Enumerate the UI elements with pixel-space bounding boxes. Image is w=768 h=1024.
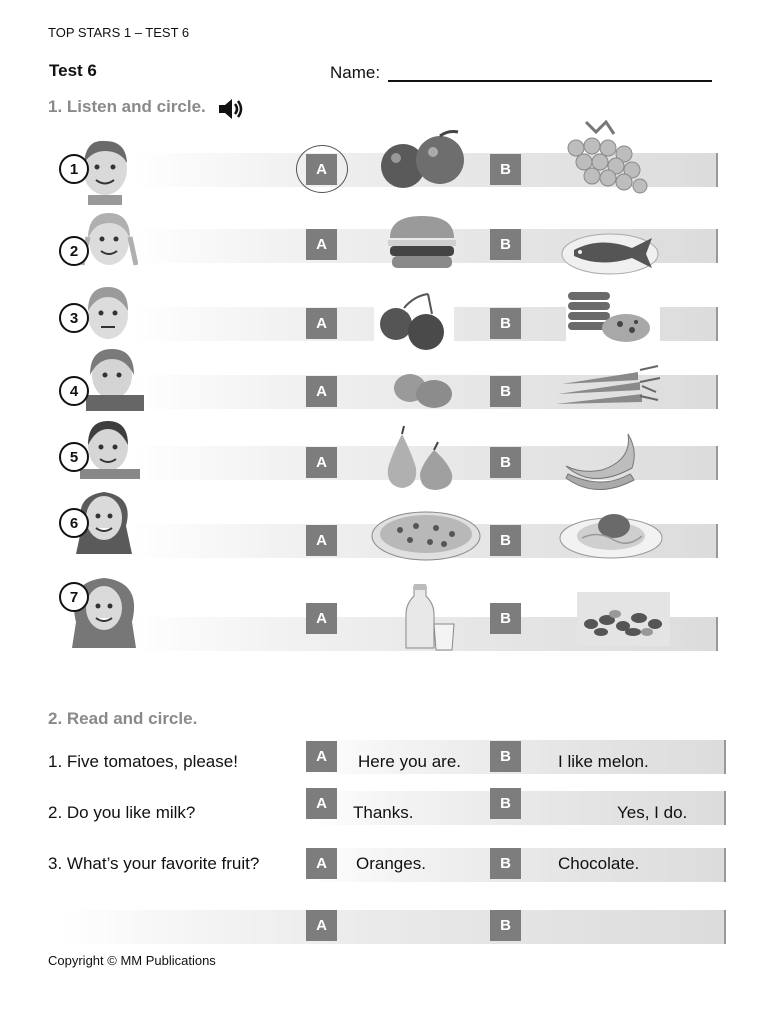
option-a-badge[interactable]: A bbox=[306, 308, 337, 339]
bananas-icon[interactable] bbox=[562, 430, 642, 498]
question-1: 1. Five tomatoes, please! bbox=[48, 752, 238, 771]
option-a-badge[interactable]: A bbox=[306, 910, 337, 941]
option-a-text[interactable]: Thanks. bbox=[353, 803, 414, 822]
option-a-badge[interactable]: A bbox=[306, 376, 337, 407]
item-number: 6 bbox=[59, 508, 89, 538]
answer-circle bbox=[296, 145, 348, 193]
item-number: 5 bbox=[59, 442, 89, 472]
pizza-icon[interactable] bbox=[370, 506, 482, 562]
page-header: TOP STARS 1 – TEST 6 bbox=[48, 25, 190, 40]
option-b-badge[interactable]: B bbox=[490, 525, 521, 556]
name-field[interactable] bbox=[388, 80, 712, 82]
eggs-icon[interactable] bbox=[388, 370, 458, 410]
speaker-icon[interactable] bbox=[216, 96, 246, 122]
option-b-badge[interactable]: B bbox=[490, 154, 521, 185]
test-title: Test 6 bbox=[49, 61, 97, 80]
option-a-badge[interactable]: A bbox=[306, 229, 337, 260]
girl-face-icon bbox=[80, 207, 138, 273]
option-a-badge[interactable]: A bbox=[306, 788, 337, 819]
option-b-badge[interactable]: B bbox=[490, 848, 521, 879]
option-b-badge[interactable]: B bbox=[490, 229, 521, 260]
option-a-badge[interactable]: A bbox=[306, 848, 337, 879]
question-3: 3. What’s your favorite fruit? bbox=[48, 854, 260, 873]
answer-band bbox=[60, 910, 726, 944]
item-number: 2 bbox=[59, 236, 89, 266]
girl-face-icon bbox=[82, 345, 144, 411]
section1-title: 1. Listen and circle. bbox=[48, 97, 206, 116]
option-a-text[interactable]: Here you are. bbox=[358, 752, 461, 771]
fish-icon[interactable] bbox=[560, 228, 660, 276]
name-label: Name: bbox=[330, 63, 381, 82]
grapes-icon[interactable] bbox=[556, 120, 656, 200]
option-b-badge[interactable]: B bbox=[490, 741, 521, 772]
option-a-badge[interactable]: A bbox=[306, 154, 337, 185]
burger-icon[interactable] bbox=[384, 212, 460, 272]
item-number: 1 bbox=[59, 154, 89, 184]
option-b-badge[interactable]: B bbox=[490, 603, 521, 634]
carrots-icon[interactable] bbox=[552, 364, 662, 412]
option-a-badge[interactable]: A bbox=[306, 447, 337, 478]
milk-icon[interactable] bbox=[404, 584, 458, 652]
question-2: 2. Do you like milk? bbox=[48, 803, 196, 822]
copyright: Copyright © MM Publications bbox=[48, 953, 216, 968]
option-a-badge[interactable]: A bbox=[306, 741, 337, 772]
item-number: 3 bbox=[59, 303, 89, 333]
section2-title: 2. Read and circle. bbox=[48, 709, 198, 728]
option-b-badge[interactable]: B bbox=[490, 788, 521, 819]
apples-icon[interactable] bbox=[378, 128, 468, 190]
option-a-text[interactable]: Oranges. bbox=[356, 854, 426, 873]
option-a-badge[interactable]: A bbox=[306, 525, 337, 556]
option-a-badge[interactable]: A bbox=[306, 603, 337, 634]
cookies-icon[interactable] bbox=[566, 288, 660, 350]
option-b-text[interactable]: Chocolate. bbox=[558, 854, 640, 873]
option-b-text[interactable]: Yes, I do. bbox=[617, 803, 688, 822]
option-b-badge[interactable]: B bbox=[490, 910, 521, 941]
item-number: 4 bbox=[59, 376, 89, 406]
pears-icon[interactable] bbox=[382, 424, 462, 492]
item-number: 7 bbox=[59, 582, 89, 612]
nuts-icon[interactable] bbox=[577, 592, 670, 646]
option-b-badge[interactable]: B bbox=[490, 308, 521, 339]
tomatoes-icon[interactable] bbox=[374, 292, 454, 352]
option-b-badge[interactable]: B bbox=[490, 376, 521, 407]
spaghetti-icon[interactable] bbox=[558, 506, 664, 560]
option-b-badge[interactable]: B bbox=[490, 447, 521, 478]
option-b-text[interactable]: I like melon. bbox=[558, 752, 649, 771]
